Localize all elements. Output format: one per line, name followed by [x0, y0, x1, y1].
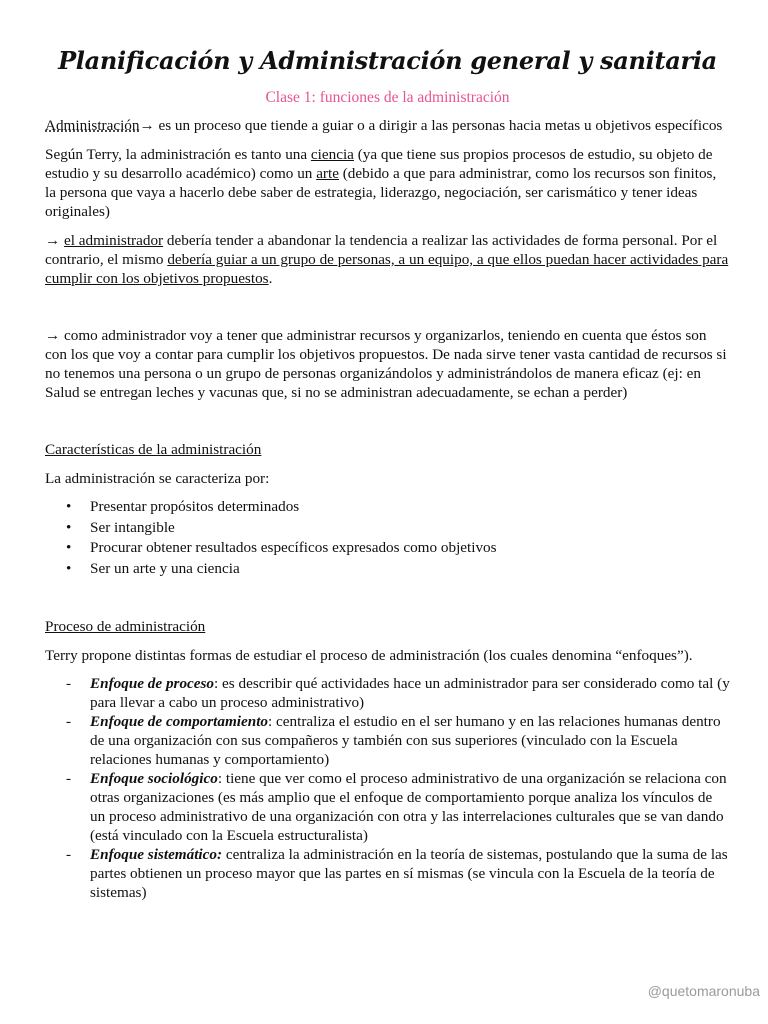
term-administrador: el administrador [63, 232, 164, 249]
list-item: - Enfoque de comportamiento: centraliza el estudio en el ser humano y en las relaciones humanas dentro de una organización con sus compañeros y también con sus superiores (vinculado con la Escuela relaciones humanas y comportamiento) [90, 712, 730, 769]
arrow-icon: → [45, 232, 64, 249]
process-intro: Terry propone distintas formas de estudiar el proceso de administración (los cuales denomina “enfoques”). [45, 647, 693, 664]
intro-paragraph [45, 116, 730, 135]
administrator-paragraph: → el administrador debería tender a abandonar la tendencia a realizar las actividades de forma personal. Por el contrario, el mismo debería guiar a un grupo de personas, a un equipo, a que ellos puedan hacer actividades para cumplir con los objetivos propuestos. [45, 232, 729, 287]
characteristics-heading: Características de la administración [45, 441, 262, 458]
document-page [45, 44, 730, 902]
class-subtitle: Clase 1: funciones de la administración [265, 89, 510, 106]
arrow-icon: → [139, 117, 155, 134]
characteristics-intro: La administración se caracteriza por: [45, 470, 270, 487]
list-item: • Ser un arte y una ciencia [90, 559, 730, 580]
process-heading: Proceso de administración [45, 618, 206, 635]
underlined-phrase: debería guiar a un grupo de personas, a un equipo, a que ellos puedan hacer actividades para cumplir con los objetivos propuestos [45, 251, 729, 287]
term-ciencia: ciencia [310, 146, 354, 163]
document-title: Planificación y Administración general y sanitaria [58, 46, 717, 75]
list-item: • Presentar propósitos determinados [90, 497, 730, 518]
list-item: - Enfoque de proceso: es describir qué actividades hace un administrador para ser considerado como tal (y para llevar a cabo un proceso administrativo) [90, 674, 730, 712]
list-item: • Procurar obtener resultados específicos expresados como objetivos [90, 538, 730, 559]
author-watermark: @quetomaronuba [647, 983, 760, 999]
intro-text: es un proceso que tiende a guiar o a dirigir a las personas hacia metas u objetivos específicos [154, 117, 723, 134]
approaches-list [45, 674, 730, 902]
term-administracion: Administración [45, 117, 140, 134]
resources-paragraph: → como administrador voy a tener que administrar recursos y organizarlos, teniendo en cuenta que éstos son con los que voy a contar para cumplir los objetivos propuestos. De nada sirve tener vasta cantidad de recursos si no tenemos una persona o un grupo de personas organizándolos y administrándolos de manera eficaz (ej: en Salud se entregan leches y vacunas que, si no se administran adecuadamente, se echan a perder) [45, 327, 727, 401]
list-item: • Ser intangible [90, 518, 730, 539]
characteristics-list [45, 497, 730, 579]
term-arte: arte [316, 165, 339, 182]
list-item: - Enfoque sistemático: centraliza la administración en la teoría de sistemas, postulando que la suma de las partes obtienen un proceso mayor que las partes en sí mismas (se vincula con la Escuela de la teoría de sistemas) [90, 845, 730, 902]
terry-paragraph: Según Terry, la administración es tanto una ciencia (ya que tiene sus propios procesos de estudio, su objeto de estudio y su desarrollo académico) como un arte (debido a que para administrar, como los recursos son finitos, la persona que vaya a hacerlo debe saber de estrategia, liderazgo, negociación, ser carismático y tener ideas originales) [45, 146, 717, 220]
list-item: - Enfoque sociológico: tiene que ver como el proceso administrativo de una organización se relaciona con otras organizaciones (es más amplio que el enfoque de comportamiento porque analiza los vínculos de un proceso administrativo de una organización con otra y las interrelaciones culturales que se van dando (está vinculado con la Escuela estructuralista) [90, 769, 730, 845]
